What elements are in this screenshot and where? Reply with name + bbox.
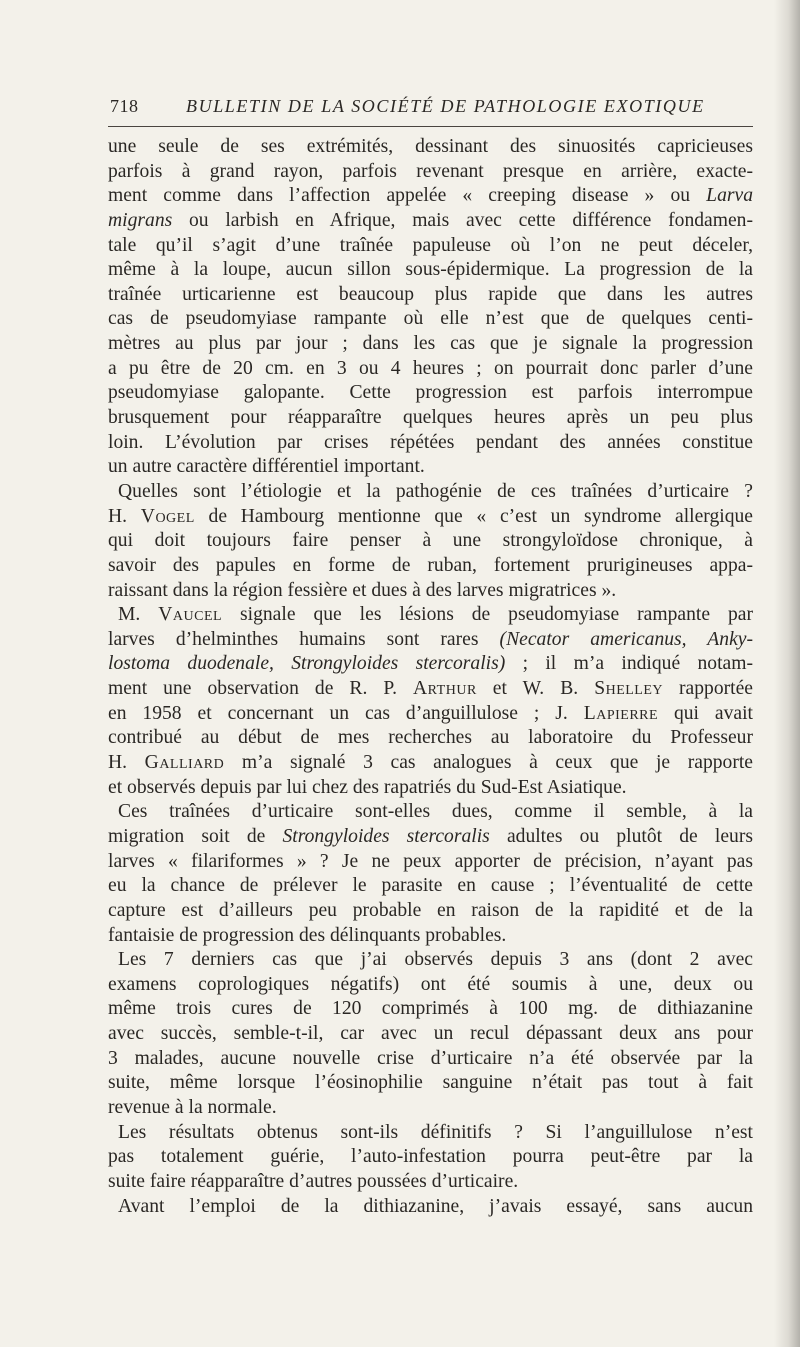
text-line: Les 7 derniers cas que j’ai observés depuis 3 ans (dont 2 avec	[118, 949, 753, 971]
text-line: mètres au plus par jour ; dans les cas que je signale la progression	[108, 333, 753, 355]
text-run: larves d’helminthes humains sont rares	[108, 628, 500, 650]
text-line: Avant l’emploi de la dithiazanine, j’avais essayé, sans aucun	[118, 1195, 753, 1217]
text-line: tale qu’il s’agit d’une traînée papuleuse où l’on ne peut déceler,	[108, 234, 753, 256]
text-line: fantaisie de progression des délinquants probables.	[108, 924, 507, 946]
text-line: a pu être de 20 cm. en 3 ou 4 heures ; on pourrait donc parler d’une	[108, 357, 753, 379]
text-line	[108, 505, 753, 530]
text-run: adultes ou plutôt de leurs	[489, 825, 753, 847]
text-line: suite faire réapparaître d’autres poussées d’urticaire.	[108, 1170, 519, 1192]
text-line: qui doit toujours faire penser à une strongyloïdose chronique, à	[108, 530, 753, 552]
text-line	[108, 652, 753, 677]
author-name: Arthur	[413, 678, 477, 700]
text-run: H.	[108, 505, 141, 527]
text-run: ; il m’a indiqué notam-	[505, 653, 753, 675]
text-run: ou larbish en Afrique, mais avec cette différence fondamen-	[172, 209, 753, 231]
text-line	[108, 209, 753, 234]
text-run: ment une observation de R. P.	[108, 678, 414, 700]
page-number: 718	[110, 96, 139, 116]
text-line	[108, 628, 753, 653]
text-run: m’a signalé 3 cas analogues à ceux que je rapporte	[224, 752, 753, 774]
italic-term: Strongyloides stercoralis	[282, 825, 490, 847]
text-run: migration soit de	[108, 825, 283, 847]
italic-term: Larva	[706, 185, 753, 207]
text-line: même trois cures de 120 comprimés à 100 mg. de dithiazanine	[108, 998, 753, 1020]
text-line: même à la loupe, aucun sillon sous-épidermique. La progression de la	[108, 259, 753, 281]
text-line: brusquement pour réapparaître quelques heures après un peu plus	[108, 407, 753, 429]
text-run: ment comme dans l’affection appelée « creeping disease » ou	[108, 185, 707, 207]
text-line: avec succès, semble-t-il, car avec un recul dépassant deux ans pour	[108, 1023, 753, 1045]
text-line: savoir des papules en forme de ruban, fortement prurigineuses appa-	[108, 554, 753, 576]
text-run: en 1958 et concernant un cas d’anguillulose ; J.	[108, 702, 584, 724]
author-name: Shelley	[594, 678, 664, 700]
text-run: H.	[108, 752, 145, 774]
italic-term: lostoma duodenale, Strongyloides stercoralis)	[108, 653, 506, 675]
text-line: capture est d’ailleurs peu probable en raison de la rapidité et de la	[108, 899, 753, 921]
text-line	[108, 677, 753, 702]
text-line	[108, 603, 753, 628]
text-line: et observés depuis par lui chez des rapatriés du Sud-Est Asiatique.	[108, 776, 627, 798]
text-run: et W. B.	[476, 678, 595, 700]
text-line	[108, 184, 753, 209]
text-line: cas de pseudomyiase rampante où elle n’est que de quelques centi-	[108, 308, 753, 330]
text-run: de Hambourg mentionne que « c’est un syndrome allergique	[194, 505, 753, 527]
text-line: revenue à la normale.	[108, 1096, 277, 1118]
text-line	[108, 825, 753, 850]
text-line: 3 malades, aucune nouvelle crise d’urticaire n’a été observée par la	[108, 1047, 753, 1069]
text-line: larves « filariformes » ? Je ne peux apporter de précision, n’ayant pas	[108, 850, 753, 872]
text-line: un autre caractère différentiel important.	[108, 456, 425, 478]
running-title: BULLETIN DE LA SOCIÉTÉ DE PATHOLOGIE EXOTIQUE	[186, 96, 705, 116]
text-line: traînée urticarienne est beaucoup plus rapide que dans les autres	[108, 283, 753, 305]
author-name: Vaucel	[158, 604, 223, 626]
text-line: Les résultats obtenus sont-ils définitifs ? Si l’anguillulose n’est	[118, 1121, 753, 1143]
text-line	[108, 751, 753, 776]
text-line: pseudomyiase galopante. Cette progression est parfois interrompue	[108, 382, 753, 404]
text-line: contribué au début de mes recherches au laboratoire du Professeur	[108, 727, 753, 749]
text-line: suite, même lorsque l’éosinophilie sanguine n’était pas tout à fait	[108, 1072, 753, 1094]
author-name: Galliard	[144, 752, 225, 774]
body-text	[108, 135, 753, 1219]
text-line: eu la chance de prélever le parasite en cause ; l’éventualité de cette	[108, 875, 753, 897]
text-run: signale que les lésions de pseudomyiase rampante par	[222, 604, 753, 626]
text-run: qui avait	[658, 702, 754, 724]
italic-term: (Necator americanus, Anky-	[499, 628, 753, 650]
text-line: pas totalement guérie, l’auto-infestation pourra peut-être par la	[108, 1146, 753, 1168]
text-line: une seule de ses extrémités, dessinant des sinuosités capricieuses	[108, 136, 753, 157]
text-line	[108, 702, 753, 727]
author-name: Vogel	[140, 505, 195, 527]
binding-shadow	[774, 0, 800, 1347]
text-line: loin. L’évolution par crises répétées pendant des années constitue	[108, 431, 753, 453]
text-line: parfois à grand rayon, parfois revenant presque en arrière, exacte-	[108, 160, 753, 182]
italic-term: migrans	[108, 209, 173, 231]
text-line: Quelles sont l’étiologie et la pathogénie de ces traînées d’urticaire ?	[118, 480, 753, 502]
text-run: rapportée	[663, 678, 753, 700]
text-line: Ces traînées d’urticaire sont-elles dues, comme il semble, à la	[118, 801, 753, 823]
text-line: examens coprologiques négatifs) ont été soumis à une, deux ou	[108, 973, 753, 995]
text-line: raissant dans la région fessière et dues à des larves migratrices ».	[108, 579, 617, 601]
text-run: M.	[118, 604, 159, 626]
header-rule	[108, 126, 753, 127]
author-name: Lapierre	[583, 702, 659, 724]
